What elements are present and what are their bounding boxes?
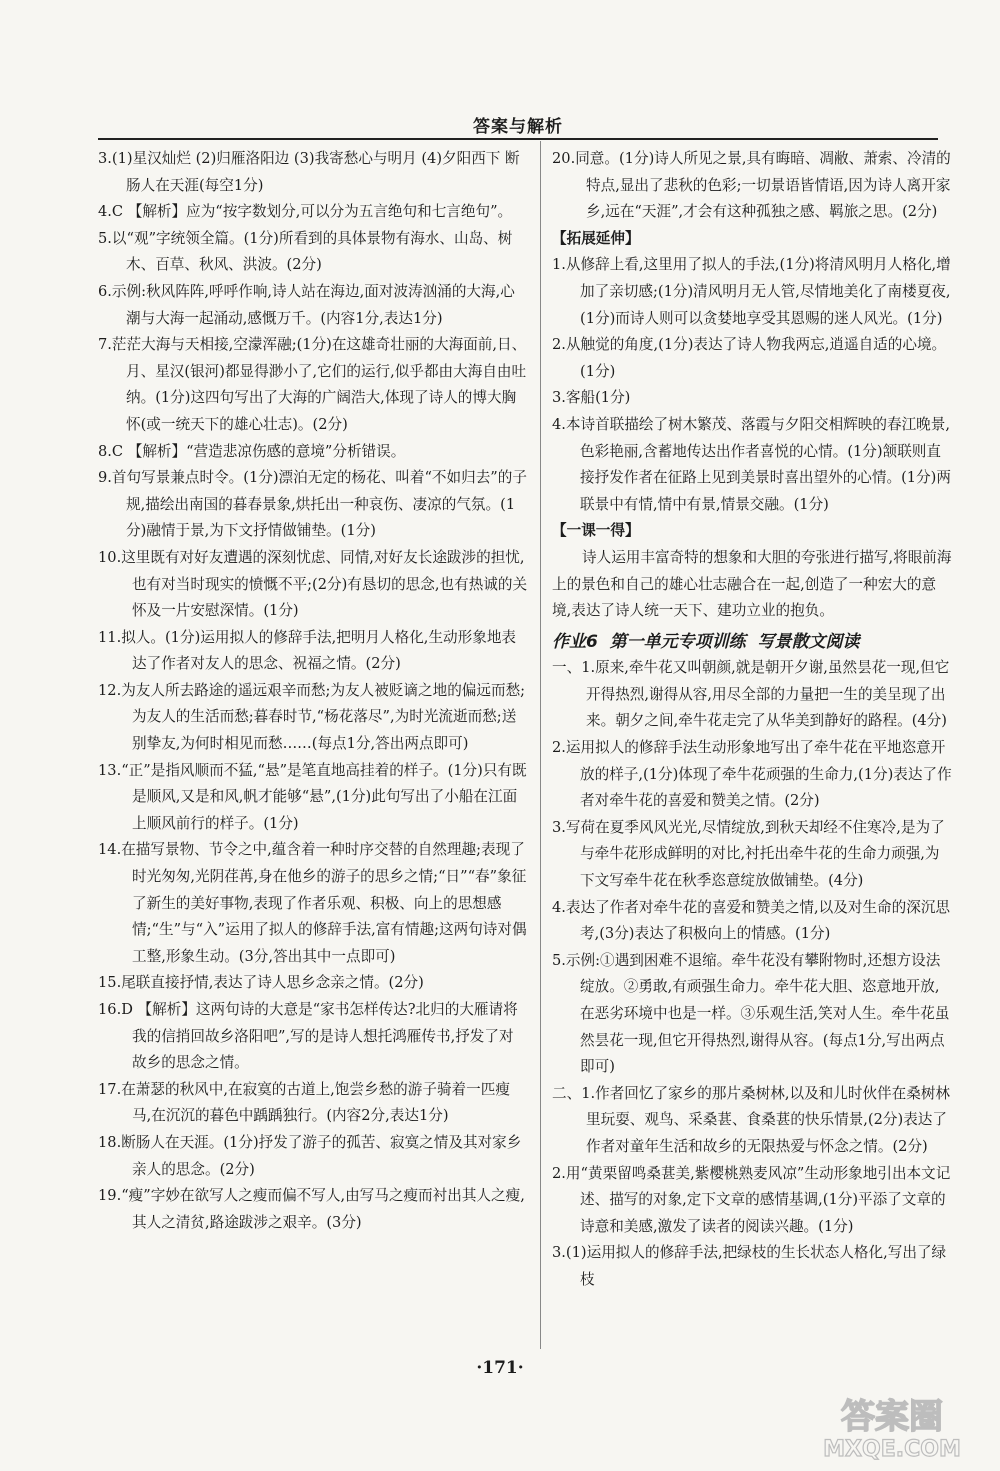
watermark-logo-text: 答案圈	[841, 1397, 943, 1437]
answer-item: 3.客船(1分)	[552, 389, 631, 407]
answer-item: 19.“瘦”字妙在欲写人之瘦而偏不写人,由写马之瘦而衬出其人之瘦,其人之清贫,路途跋涉之艰辛。(3分)	[98, 1187, 525, 1231]
answer-item: 5.示例:①遇到困难不退缩。牵牛花没有攀附物时,还想方设法绽放。②勇敢,有顽强生命力。牵牛花大胆、恣意地开放,在恶劣环境中也是一样。③乐观生活,笑对人生。牵牛花虽然昙花一现,但它开得热烈,谢得从容。(每点1分,写出两点即可)	[552, 951, 950, 1076]
section-heading-extend: 【拓展延伸】	[552, 229, 640, 247]
column-divider	[540, 141, 541, 1349]
watermark-logo	[802, 1392, 982, 1462]
header-rule	[98, 138, 938, 140]
page-header: 答案与解析	[473, 117, 563, 137]
answer-item: 11.拟人。(1分)运用拟人的修辞手法,把明月人格化,生动形象地表达了作者对友人的思念、祝福之情。(2分)	[98, 628, 517, 673]
answer-item: 15.尾联直接抒情,表达了诗人思乡念亲之情。(2分)	[98, 974, 424, 992]
answer-item: 4.本诗首联描绘了树木繁茂、落霞与夕阳交相辉映的春江晚景,色彩艳丽,含蓄地传达出作者喜悦的心情。(1分)颔联则直接抒发作者在征路上见到美景时喜出望外的心情。(1分)两联景中有情,情中有景,情景交融。(1分)	[552, 415, 951, 513]
answer-item: 12.为友人所去路途的遥远艰辛而愁;为友人被贬谪之地的偏远而愁;为友人的生活而愁;暮春时节,“杨花落尽”,为时光流逝而愁;送别挚友,为何时相见而愁……(每点1分,答出两点即可)	[98, 681, 526, 753]
left-column	[98, 146, 528, 1236]
answer-item: 2.运用拟人的修辞手法生动形象地写出了牵牛花在平地恣意开放的样子,(1分)体现了牵牛花顽强的生命力,(1分)表达了作者对牵牛花的喜爱和赞美之情。(2分)	[552, 739, 952, 810]
gain-paragraph: 诗人运用丰富奇特的想象和大胆的夸张进行描写,将眼前海上的景色和自己的雄心壮志融合在一起,创造了一种宏大的意境,表达了诗人统一天下、建功立业的抱负。	[552, 548, 952, 620]
answer-item: 3.(1)运用拟人的修辞手法,把绿枝的生长状态人格化,写出了绿枝	[552, 1244, 947, 1288]
answer-item: 3.写荷在夏季风风光光,尽情绽放,到秋天却经不住寒冷,是为了与牵牛花形成鲜明的对比,衬托出牵牛花的生命力顽强,为下文写牵牛花在秋季恣意绽放做铺垫。(4分)	[552, 818, 945, 890]
answer-item: 18.断肠人在天涯。(1分)抒发了游子的孤苦、寂寞之情及其对家乡亲人的思念。(2分)	[98, 1133, 522, 1178]
answer-item: 二、1.作者回忆了家乡的那片桑树林,以及和儿时伙伴在桑树林里玩耍、观鸟、采桑葚、食桑葚的快乐情景,(2分)表达了作者对童年生活和故乡的无限热爱与怀念之情。(2分)	[552, 1084, 951, 1155]
answer-item: 7.茫茫大海与天相接,空濛浑融;(1分)在这雄奇壮丽的大海面前,日、月、星汉(银河)都显得渺小了,它们的运行,似乎都由大海自由吐纳。(1分)这四句写出了大海的广阔浩大,体现了诗人的博大胸怀(或一统天下的雄心壮志)。(2分)	[98, 336, 527, 433]
page-number: ·171·	[476, 1358, 524, 1378]
answer-item: 13.“正”是指风顺而不猛,“悬”是笔直地高挂着的样子。(1分)只有既是顺风,又是和风,帆才能够“悬”,(1分)此句写出了小船在江面上顺风前行的样子。(1分)	[98, 761, 527, 832]
answer-item: 2.用“黄栗留鸣桑葚美,紫樱桃熟麦风凉”生动形象地引出本文记述、描写的对象,定下文章的感情基调,(1分)平添了文章的诗意和美感,激发了读者的阅读兴趣。(1分)	[552, 1164, 951, 1235]
answer-item: 10.这里既有对好友遭遇的深刻忧虑、同情,对好友长途跋涉的担忧,也有对当时现实的愤慨不平;(2分)有恳切的思念,也有热诚的关怀及一片安慰深情。(1分)	[98, 548, 528, 620]
answer-item: 17.在萧瑟的秋风中,在寂寞的古道上,饱尝乡愁的游子骑着一匹瘦马,在沉沉的暮色中踽踽独行。(内容2分,表达1分)	[98, 1080, 510, 1125]
watermark-logo-url: MXQE.COM	[823, 1437, 961, 1462]
right-column	[552, 146, 952, 1294]
answer-item: 4.C 【解析】应为“按字数划分,可以分为五言绝句和七言绝句”。	[98, 203, 513, 221]
answer-item: 3.(1)星汉灿烂 (2)归雁洛阳边 (3)我寄愁心与明月 (4)夕阳西下 断肠人在天涯(每空1分)	[98, 150, 520, 194]
answer-item: 4.表达了作者对牵牛花的喜爱和赞美之情,以及对生命的深沉思考,(3分)表达了积极向上的情感。(1分)	[552, 898, 951, 943]
answer-item: 5.以“观”字统领全篇。(1分)所看到的具体景物有海水、山岛、树木、百草、秋风、洪波。(2分)	[98, 229, 513, 274]
answer-item: 20.同意。(1分)诗人所见之景,具有晦暗、凋敝、萧索、冷清的特点,显出了悲秋的色彩;一切景语皆情语,因为诗人离开家乡,远在“天涯”,才会有这种孤独之感、羁旅之思。(2分)	[552, 150, 951, 221]
answer-item: 14.在描写景物、节令之中,蕴含着一种时序交替的自然理趣;表现了时光匆匆,光阴荏苒,身在他乡的游子的思乡之情;“日”“春”象征了新生的美好事物,表现了作者乐观、积极、向上的思想感情;“生”与“入”运用了拟人的修辞手法,富有情趣;这两句诗对偶工整,形象生动。(3分,答出其中一点即可)	[98, 841, 527, 965]
answer-item: 16.D 【解析】这两句诗的大意是“家书怎样传达?北归的大雁请将我的信捎回故乡洛阳吧”,写的是诗人想托鸿雁传书,抒发了对故乡的思念之情。	[98, 1001, 518, 1072]
answer-item: 1.从修辞上看,这里用了拟人的手法,(1分)将清风明月人格化,增加了亲切感;(1分)清风明月无人管,尽情地美化了南楼夏夜,(1分)而诗人则可以贪婪地享受其恩赐的迷人风光。(1分)	[552, 256, 951, 327]
answer-item: 8.C 【解析】“营造悲凉伤感的意境”分析错误。	[98, 442, 406, 460]
answer-item: 2.从触觉的角度,(1分)表达了诗人物我两忘,逍遥自适的心境。(1分)	[552, 336, 947, 380]
answer-item: 9.首句写景兼点时令。(1分)漂泊无定的杨花、叫着“不如归去”的子规,描绘出南国的暮春景象,烘托出一种哀伤、凄凉的气氛。(1分)融情于景,为下文抒情做铺垫。(1分)	[98, 469, 527, 540]
assignment-title: 作业6 第一单元专项训练 写景散文阅读	[552, 631, 860, 652]
answer-item: 6.示例:秋风阵阵,呼呼作响,诗人站在海边,面对波涛汹涌的大海,心潮与大海一起涌动,感慨万千。(内容1分,表达1分)	[98, 282, 515, 327]
answer-item: 一、1.原来,牵牛花又叫朝颜,就是朝开夕谢,虽然昙花一现,但它开得热烈,谢得从容,用尽全部的力量把一生的美呈现了出来。朝夕之间,牵牛花走完了从华美到静好的路程。(4分)	[552, 659, 950, 730]
section-heading-gain: 【一课一得】	[552, 522, 640, 540]
